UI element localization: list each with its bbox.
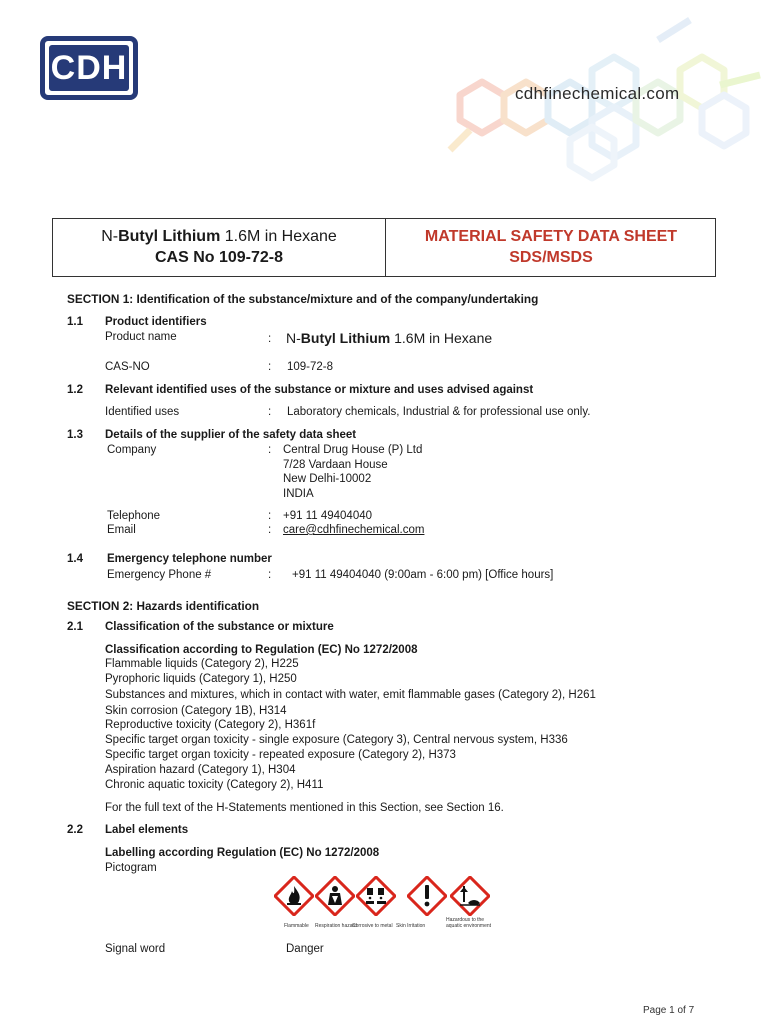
exclamation-icon [407, 876, 447, 916]
s22-number: 2.2 [67, 824, 83, 836]
classification-item: Specific target organ toxicity - single exposure (Category 3), Central nervous system, H336 [105, 734, 568, 746]
labelling-subtitle: Labelling according Regulation (EC) No 1272/2008 [105, 847, 380, 859]
pictogram-caption: Flammable [284, 923, 309, 929]
emergency-phone-value: +91 11 49404040 (9:00am - 6:00 pm) [Office hours] [292, 569, 554, 581]
colon: : [268, 524, 272, 536]
corrosion-icon [356, 876, 396, 916]
colon: : [268, 333, 272, 345]
classification-item: Aspiration hazard (Category 1), H304 [105, 764, 296, 776]
colon: : [268, 406, 272, 418]
identified-uses-label: Identified uses [105, 406, 180, 418]
h-statement-note: For the full text of the H-Statements mentioned in this Section, see Section 16. [105, 802, 504, 814]
telephone-label: Telephone [107, 510, 161, 522]
cas-value: 109-72-8 [287, 361, 334, 373]
signal-word-value: Danger [286, 943, 324, 955]
s12-number: 1.2 [67, 384, 83, 396]
colon: : [268, 510, 272, 522]
company-line: INDIA [283, 488, 314, 500]
s12-title: Relevant identified uses of the substance or mixture and uses advised against [105, 384, 534, 396]
s11-title: Product identifiers [105, 316, 207, 328]
s11-number: 1.1 [67, 316, 83, 328]
website-url[interactable]: cdhfinechemical.com [515, 84, 680, 103]
logo-text: CDH [49, 45, 129, 91]
s14-number: 1.4 [67, 553, 83, 565]
s13-title: Details of the supplier of the safety data sheet [105, 429, 357, 441]
product-title: N-Butyl Lithium 1.6M in Hexane [101, 228, 337, 245]
s21-title: Classification of the substance or mixture [105, 621, 334, 633]
cas-label: CAS-NO [105, 361, 150, 373]
product-name-label: Product name [105, 331, 177, 343]
telephone-value: +91 11 49404040 [283, 510, 373, 522]
pictogram-caption: Respiration hazard [315, 923, 357, 929]
environment-icon [450, 876, 490, 916]
cas-title: CAS No 109-72-8 [154, 249, 284, 266]
s14-title: Emergency telephone number [107, 553, 272, 565]
section1-heading: SECTION 1: Identification of the substance/mixture and of the company/undertaking [67, 292, 539, 306]
pictogram-caption: Skin Irritation [396, 923, 426, 929]
colon: : [268, 361, 272, 373]
title-box [52, 218, 716, 277]
classification-item: Chronic aquatic toxicity (Category 2), H411 [105, 779, 324, 791]
doc-title: MATERIAL SAFETY DATA SHEET [424, 228, 678, 245]
s13-number: 1.3 [67, 429, 83, 441]
pictogram-caption: Hazardous to the aquatic environment [446, 917, 492, 929]
classification-item: Skin corrosion (Category 1B), H314 [105, 705, 287, 717]
s21-number: 2.1 [67, 621, 83, 633]
classification-subtitle: Classification according to Regulation (EC) No 1272/2008 [105, 644, 418, 656]
colon: : [268, 569, 272, 581]
classification-item: Flammable liquids (Category 2), H225 [105, 658, 299, 670]
classification-item: Specific target organ toxicity - repeated exposure (Category 2), H373 [105, 749, 456, 761]
identified-uses-value: Laboratory chemicals, Industrial & for professional use only. [287, 406, 591, 418]
section2-heading: SECTION 2: Hazards identification [67, 599, 260, 613]
company-label: Company [107, 444, 157, 456]
product-name-value: N-Butyl Lithium 1.6M in Hexane [286, 330, 493, 346]
s22-title: Label elements [105, 824, 189, 836]
emergency-phone-label: Emergency Phone # [107, 569, 212, 581]
doc-subtitle: SDS/MSDS [509, 249, 593, 266]
health-hazard-icon [315, 876, 355, 916]
classification-item: Pyrophoric liquids (Category 1), H250 [105, 673, 297, 685]
colon: : [268, 444, 272, 456]
flame-icon [274, 876, 314, 916]
page-number: Page 1 of 7 [643, 1005, 695, 1016]
email-label: Email [107, 524, 136, 536]
company-line: Central Drug House (P) Ltd [283, 444, 423, 456]
cdh-logo [40, 36, 138, 100]
pictogram-label: Pictogram [105, 862, 157, 874]
molecule-decoration [420, 0, 768, 215]
company-line: New Delhi-10002 [283, 473, 372, 485]
classification-item: Reproductive toxicity (Category 2), H361f [105, 719, 316, 731]
email-link[interactable]: care@cdhfinechemical.com [283, 524, 425, 536]
company-line: 7/28 Vardaan House [283, 459, 388, 471]
classification-item: Substances and mixtures, which in contact with water, emit flammable gases (Category 2), H261 [105, 689, 596, 701]
pictogram-caption: Corrosive to metal [352, 923, 393, 929]
signal-word-label: Signal word [105, 943, 166, 955]
